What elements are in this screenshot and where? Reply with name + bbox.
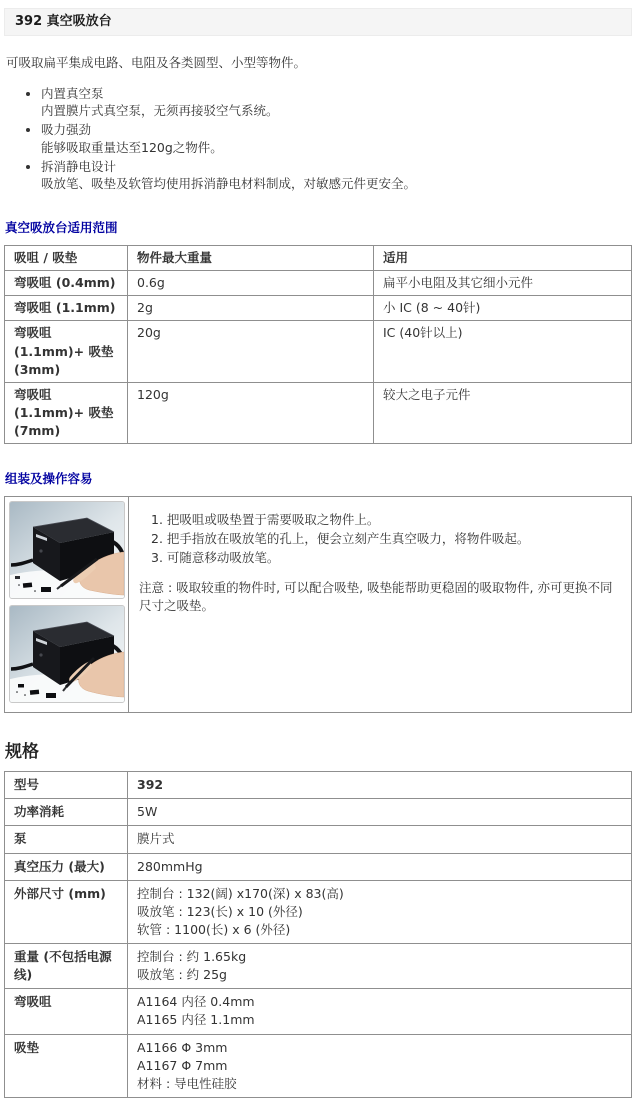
feature-desc: 内置膜片式真空泵，无须再接驳空气系统。 bbox=[41, 103, 279, 119]
spec-label-cell: 泵 bbox=[5, 826, 128, 853]
feature-desc: 吸放笔、吸垫及软管均使用拆消静电材料制成，对敏感元件更安全。 bbox=[41, 176, 417, 192]
range-cell: 弯吸咀 (1.1mm) bbox=[5, 296, 128, 321]
intro-text: 可吸取扁平集成电路、电阻及各类圆型、小型等物件。 bbox=[6, 55, 307, 70]
range-cell: 120g bbox=[128, 382, 374, 443]
table-row bbox=[5, 321, 632, 382]
feature-item bbox=[41, 85, 632, 121]
table-row bbox=[5, 497, 632, 713]
table-header-row bbox=[5, 246, 632, 271]
range-cell: 弯吸咀 (1.1mm)+ 吸垫 (7mm) bbox=[5, 382, 128, 443]
range-header-cell: 物件最大重量 bbox=[128, 246, 374, 271]
spec-value-line: 膜片式 bbox=[137, 831, 175, 847]
operation-table bbox=[4, 496, 632, 713]
spec-row bbox=[5, 944, 632, 989]
spec-value-cell bbox=[128, 826, 632, 853]
spec-label-cell: 型号 bbox=[5, 772, 128, 799]
spec-value-line: 280mmHg bbox=[137, 858, 203, 874]
spec-value-cell bbox=[128, 772, 632, 799]
section-heading-range: 真空吸放台适用范围 bbox=[5, 220, 118, 235]
spec-value-line: 吸放笔 : 约 25g bbox=[137, 967, 227, 983]
feature-desc: 能够吸取重量达至120g之物件。 bbox=[41, 139, 223, 155]
feature-title: • 吸力强劲 bbox=[41, 122, 92, 137]
feature-title: • 拆消静电设计 bbox=[41, 158, 117, 174]
range-cell: 20g bbox=[128, 321, 374, 382]
spec-table bbox=[4, 771, 632, 1098]
spec-row bbox=[5, 772, 632, 799]
step-item: 2. 把手指放在吸放笔的孔上，便会立刻产生真空吸力，将物件吸起。 bbox=[151, 531, 530, 547]
photo-cell bbox=[5, 497, 129, 713]
spec-row bbox=[5, 853, 632, 880]
spec-value-cell bbox=[128, 1034, 632, 1097]
page-title: 392 真空吸放台 bbox=[15, 14, 112, 29]
operation-photo-2 bbox=[9, 605, 125, 703]
range-cell: 弯吸咀 (0.4mm) bbox=[5, 271, 128, 296]
spec-value-line: 吸放笔 : 123(长) x 10 (外径) bbox=[137, 903, 303, 919]
operation-text-cell bbox=[129, 497, 632, 713]
feature-title: • 内置真空泵 bbox=[41, 85, 104, 101]
spec-row bbox=[5, 880, 632, 943]
range-cell: 较大之电子元件 bbox=[374, 382, 632, 443]
feature-item bbox=[41, 158, 632, 194]
range-cell: 小 IC (8 ~ 40针) bbox=[374, 296, 632, 321]
spec-value-line: A1165 内径 1.1mm bbox=[137, 1012, 255, 1028]
spec-value-cell bbox=[128, 989, 632, 1034]
table-row bbox=[5, 382, 632, 443]
spec-label-cell: 弯吸咀 bbox=[5, 989, 128, 1034]
spec-value-line: A1166 Φ 3mm bbox=[137, 1039, 228, 1055]
range-cell: 弯吸咀 (1.1mm)+ 吸垫 (3mm) bbox=[5, 321, 128, 382]
spec-value-line: 5W bbox=[137, 804, 158, 820]
spec-value-line: A1164 内径 0.4mm bbox=[137, 994, 255, 1010]
spec-value-line: 392 bbox=[137, 777, 164, 793]
spec-value-line: 软管 : 1100(长) x 6 (外径) bbox=[137, 921, 291, 937]
step-list bbox=[151, 511, 621, 567]
spec-label-cell: 真空压力 (最大) bbox=[5, 853, 128, 880]
range-header-cell: 吸咀 / 吸垫 bbox=[5, 246, 128, 271]
range-cell: IC (40针以上) bbox=[374, 321, 632, 382]
table-row bbox=[5, 296, 632, 321]
spec-label-cell: 重量 (不包括电源线) bbox=[5, 944, 128, 989]
spec-value-line: 控制台 : 约 1.65kg bbox=[137, 949, 247, 964]
spec-value-cell bbox=[128, 880, 632, 943]
spec-value-cell bbox=[128, 944, 632, 989]
spec-value-line: 材料 : 导电性硅胶 bbox=[137, 1075, 237, 1091]
spec-value-line: A1167 Φ 7mm bbox=[137, 1057, 228, 1073]
range-cell: 扁平小电阻及其它细小元件 bbox=[374, 271, 632, 296]
range-cell: 0.6g bbox=[128, 271, 374, 296]
spec-value-cell bbox=[128, 853, 632, 880]
spec-label-cell: 功率消耗 bbox=[5, 799, 128, 826]
spec-row bbox=[5, 989, 632, 1034]
range-cell: 2g bbox=[128, 296, 374, 321]
range-header-cell: 适用 bbox=[374, 246, 632, 271]
spec-value-cell bbox=[128, 799, 632, 826]
spec-value-line: 控制台 : 132(阔) x170(深) x 83(高) bbox=[137, 885, 344, 901]
spec-label-cell: 吸垫 bbox=[5, 1034, 128, 1097]
note-text: 注意 : 吸取较重的物件时, 可以配合吸垫, 吸垫能帮助更稳固的吸取物件, 亦可更换不同尺寸之吸垫。 bbox=[139, 579, 613, 613]
feature-list bbox=[4, 85, 632, 194]
section-heading-assembly: 组装及操作容易 bbox=[5, 471, 93, 487]
spec-row bbox=[5, 799, 632, 826]
step-item: 3. 可随意移动吸放笔。 bbox=[151, 550, 280, 566]
operation-photo-1 bbox=[9, 501, 125, 599]
feature-item bbox=[41, 121, 632, 157]
spec-row bbox=[5, 1034, 632, 1097]
spec-row bbox=[5, 826, 632, 853]
table-row bbox=[5, 271, 632, 296]
spec-label-cell: 外部尺寸 (mm) bbox=[5, 880, 128, 943]
page-header bbox=[4, 8, 632, 36]
step-item: 1. 把吸咀或吸垫置于需要吸取之物件上。 bbox=[151, 512, 380, 528]
spec-heading: 规格 bbox=[5, 742, 39, 763]
range-table bbox=[4, 245, 632, 444]
